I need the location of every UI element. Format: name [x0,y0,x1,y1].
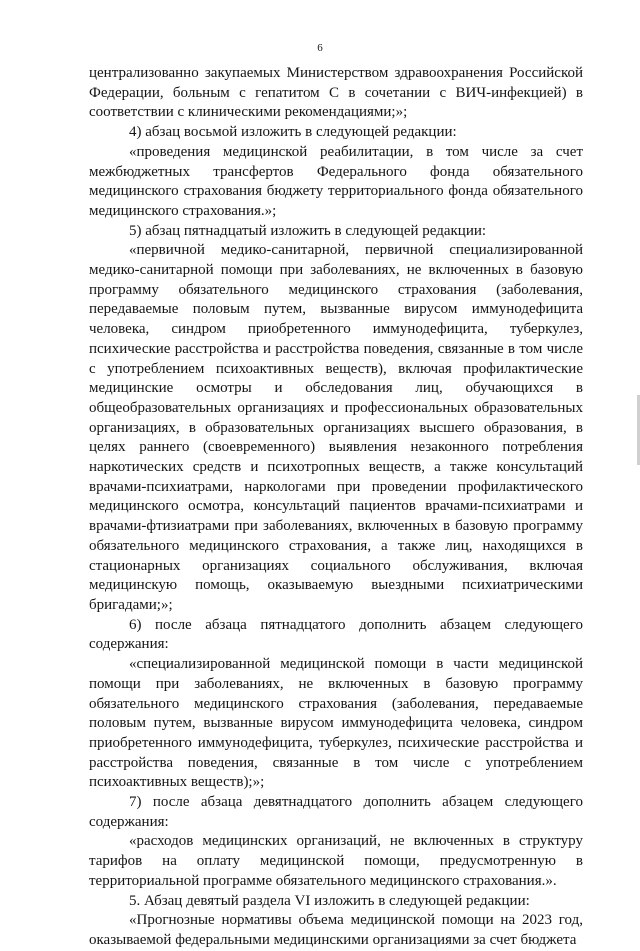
paragraph: «первичной медико-санитарной, первичной специализированной медико-санитарной помощи при заболеваниях, не включенных в базовую программу обязательного медицинского страхования (заболевания, передаваемые половым путем, вызванные вирусом иммунодефицита человека, синдром приобретенного иммунодефицита, туберкулез, психические расстройства и расстройства поведения, связанные в том числе с употреблением психоактивных веществ), включая профилактические медицинские осмотры и обследования лиц, обучающихся в общеобразовательных организациях и профессиональных образовательных организациях, в образовательных организациях высшего образования, в целях раннего (своевременного) выявления незаконного потребления наркотических средств и психотропных веществ, а также консультаций врачами-психиатрами, наркологами при проведении профилактического медицинского осмотра, консультаций пациентов врачами-психиатрами и врачами-фтизиатрами при заболеваниях, включенных в базовую программу обязательного медицинского страхования, а также лиц, находящихся в стационарных организациях социального обслуживания, включая медицинскую помощь, оказываемую выездными психиатрическими бригадами;»; [89,242,583,613]
paragraph: 5) абзац пятнадцатый изложить в следующей редакции: [129,222,487,239]
paragraph: «Прогнозные нормативы объема медицинской помощи на 2023 год, оказываемой федеральными медицинскими организациями за счет бюджета [89,912,583,948]
paragraph: 7) после абзаца девятнадцатого дополнить абзацем следующего содержания: [89,794,583,830]
document-body [89,64,583,951]
page-number: 6 [317,42,323,54]
paragraph: 5. Абзац девятый раздела VI изложить в следующей редакции: [129,892,530,909]
paragraph: «проведения медицинской реабилитации, в том числе за счет межбюджетных трансфертов Федерального фонда обязательного медицинского страхования бюджету территориального фонда обязательного медицинского страхования.»; [89,143,583,219]
paragraph: 4) абзац восьмой изложить в следующей редакции: [129,124,457,141]
paragraph: централизованно закупаемых Министерством здравоохранения Российской Федерации, больным с гепатитом С в сочетании с ВИЧ-инфекцией) в соответствии с клиническими рекомендациями;»; [89,65,583,121]
paragraph: «расходов медицинских организаций, не включенных в структуру тарифов на оплату медицинской помощи, предусмотренную в территориальной программе обязательного медицинского страхования.». [89,833,583,889]
paragraph: «специализированной медицинской помощи в части медицинской помощи при заболеваниях, не включенных в базовую программу обязательного медицинского страхования (заболевания, передаваемые половым путем, вызванные вирусом иммунодефицита человека, синдром приобретенного иммунодефицита, туберкулез, психические расстройства и расстройства поведения, связанные в том числе с употреблением психоактивных веществ);»; [89,656,583,791]
paragraph: 6) после абзаца пятнадцатого дополнить абзацем следующего содержания: [89,616,583,653]
